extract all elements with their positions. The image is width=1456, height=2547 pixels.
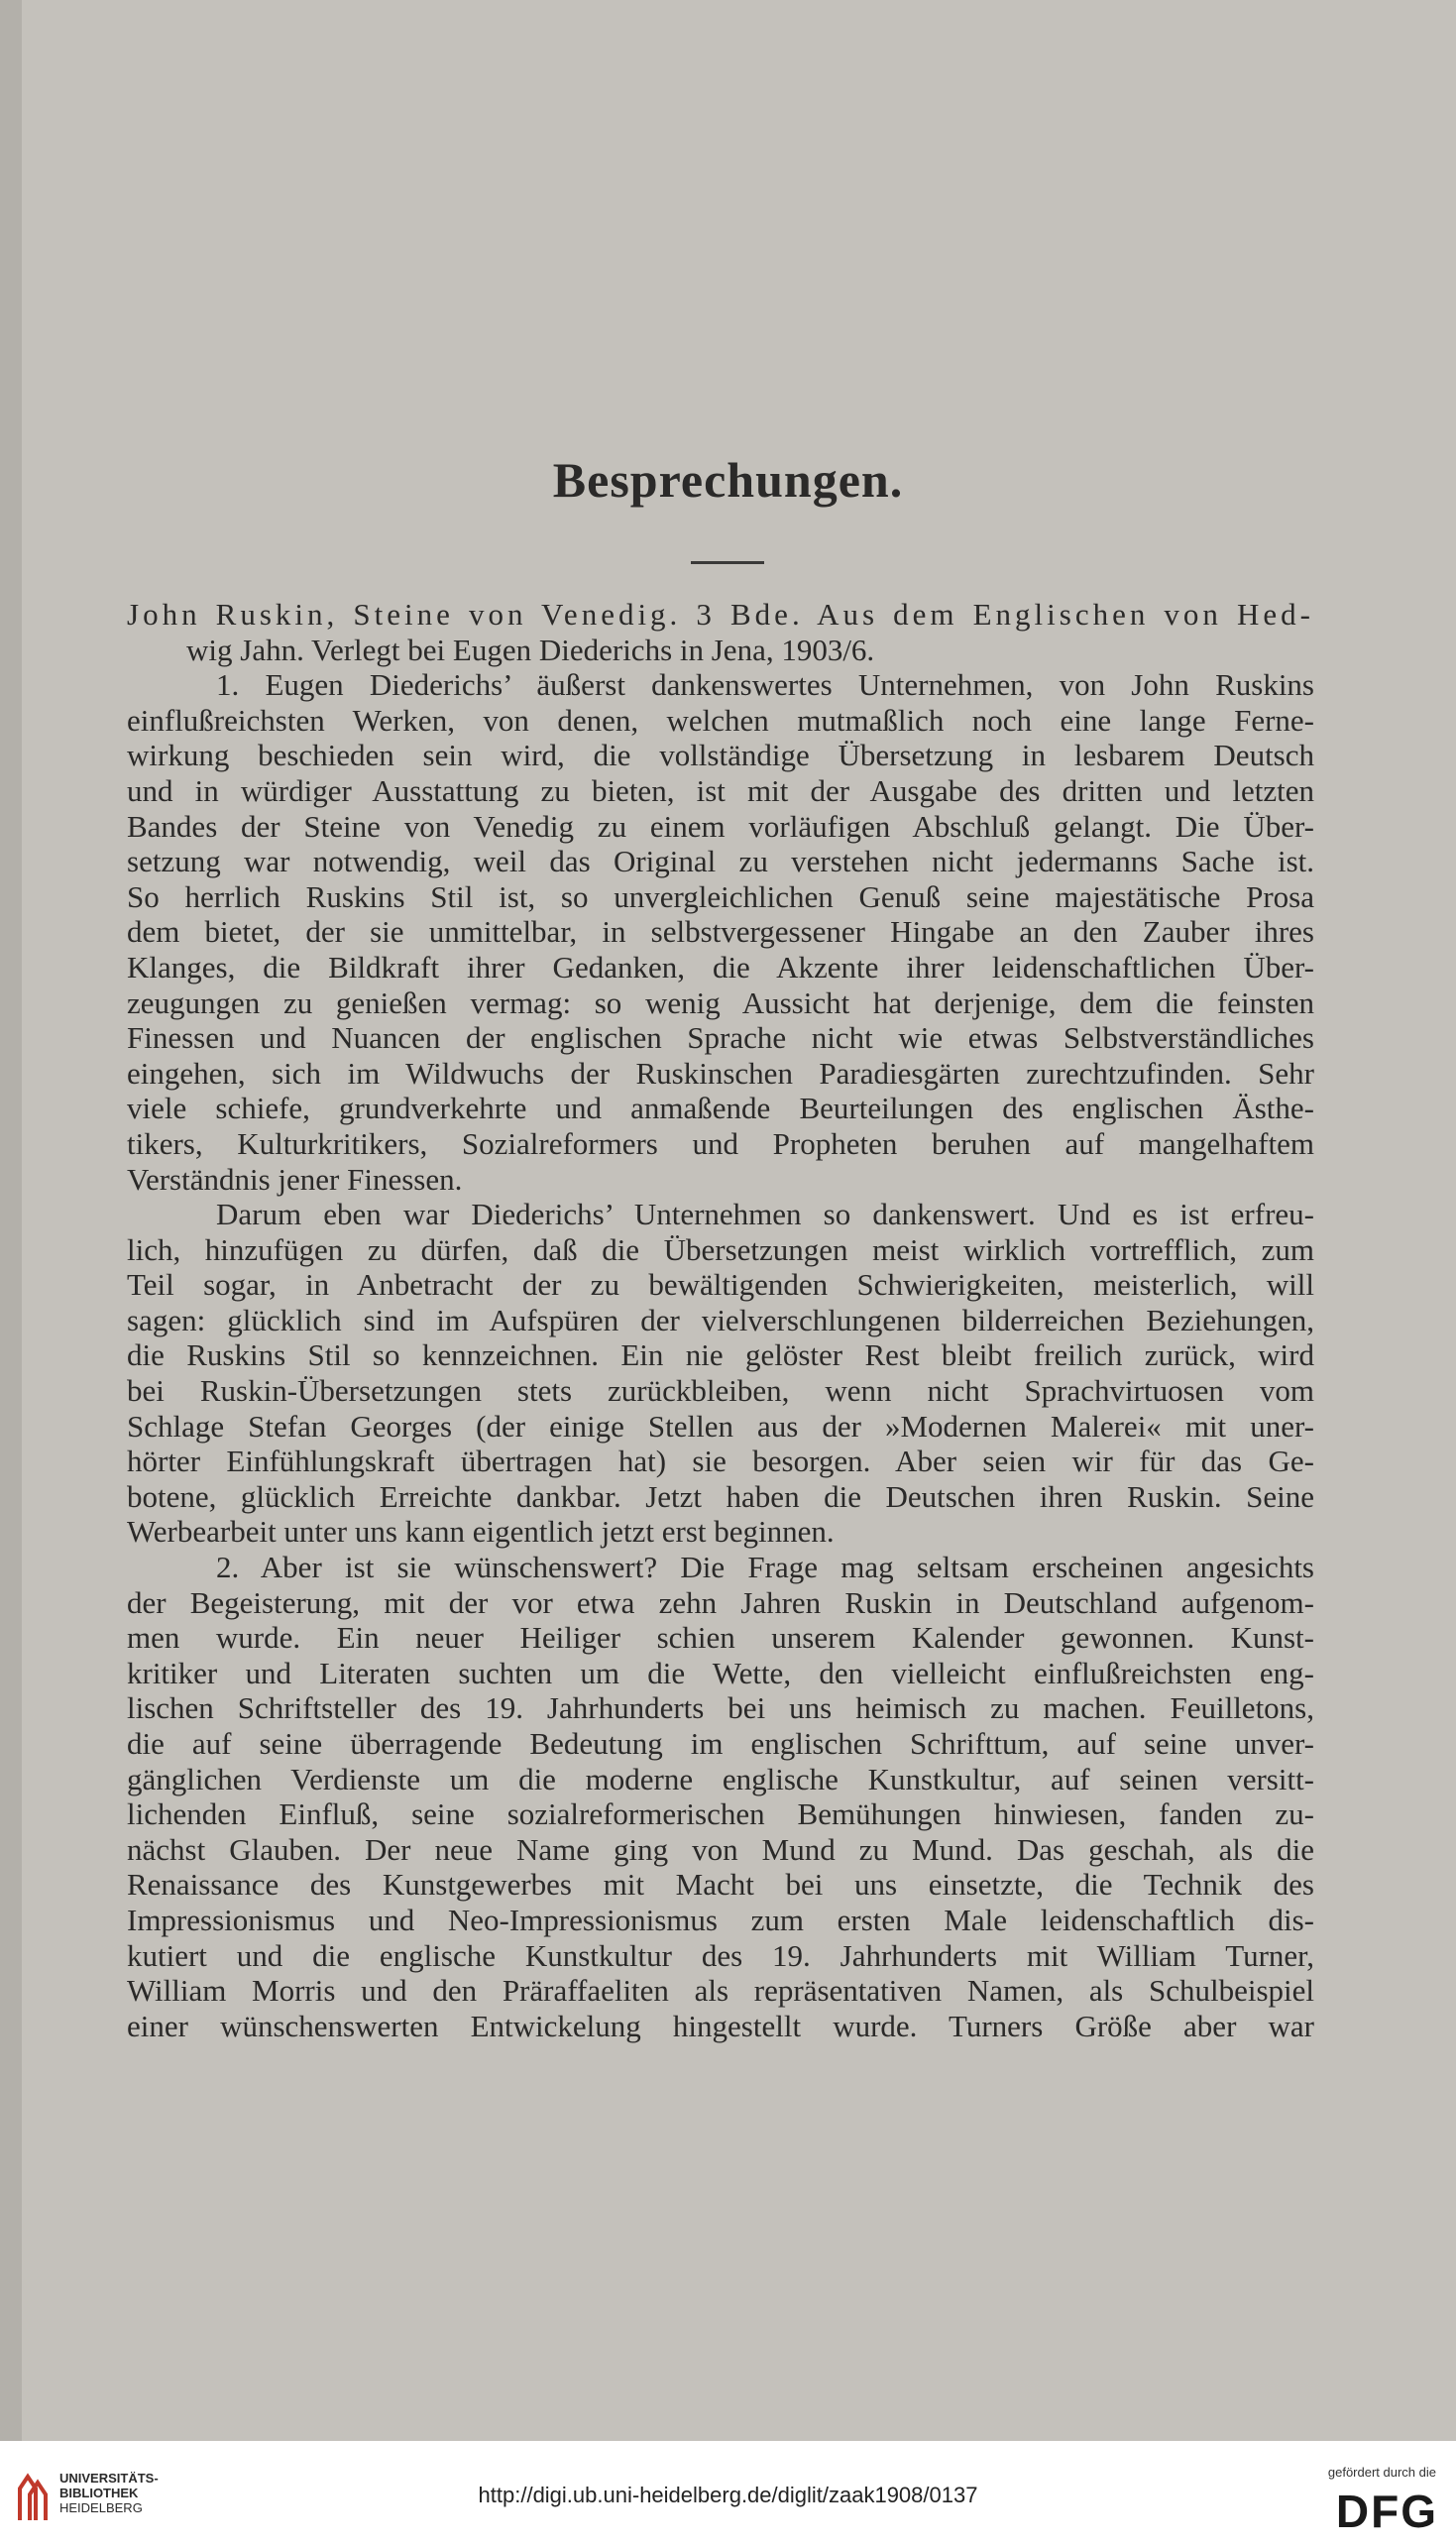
text-line: einflußreichsten Werken, von denen, welchen mutmaßlich noch eine lange Ferne-	[127, 702, 1314, 738]
text-line: die auf seine überragende Bedeutung im englischen Schrifttum, auf seine unver-	[127, 1726, 1314, 1761]
text-line: botene, glücklich Erreichte dankbar. Jetzt haben die Deutschen ihren Ruskin. Seine	[127, 1478, 1314, 1514]
article-text	[127, 597, 1314, 2043]
text-line: lich, hinzufügen zu dürfen, daß die Übersetzungen meist wirklich vortrefflich, zum	[127, 1231, 1314, 1267]
text-line: viele schiefe, grundverkehrte und anmaßende Beurteilungen des englischen Ästhe-	[127, 1091, 1314, 1126]
text-line: Impressionismus und Neo-Impressionismus zum ersten Male leidenschaftlich dis-	[127, 1902, 1314, 1937]
text-line: Schlage Stefan Georges (der einige Stellen aus der »Modernen Malerei« mit uner-	[127, 1408, 1314, 1444]
text-line: und in würdiger Ausstattung zu bieten, ist mit der Ausgabe des dritten und letzten	[127, 772, 1314, 808]
text-line: So herrlich Ruskins Stil ist, so unvergleichlichen Genuß seine majestätische Prosa	[127, 878, 1314, 914]
library-name-line: UNIVERSITÄTS-	[59, 2471, 159, 2486]
page-title: Besprechungen.	[552, 452, 904, 508]
footer-bar	[0, 2441, 1456, 2547]
text-line: die Ruskins Stil so kennzeichnen. Ein nie gelöster Rest bleibt freilich zurück, wird	[127, 1337, 1314, 1373]
heading-line: John Ruskin, Steine von Venedig. 3 Bde. Aus dem Englischen von Hed-	[127, 597, 1314, 632]
text-line: lischen Schriftsteller des 19. Jahrhunderts bei uns heimisch zu machen. Feuilletons,	[127, 1690, 1314, 1726]
text-line: Klanges, die Bildkraft ihrer Gedanken, die Akzente ihrer leidenschaftlichen Über-	[127, 949, 1314, 984]
text-line: Renaissance des Kunstgewerbes mit Macht bei uns einsetzte, die Technik des	[127, 1867, 1314, 1903]
text-line: lichenden Einfluß, seine sozialreformerischen Bemühungen hinwiesen, fanden zu-	[127, 1796, 1314, 1832]
text-line: Darum eben war Diederichs’ Unternehmen so dankenswert. Und es ist erfreu-	[216, 1197, 1314, 1232]
permalink-url[interactable]: http://digi.ub.uni-heidelberg.de/diglit/zaak1908/0137	[478, 2483, 978, 2507]
text-line: gänglichen Verdienste um die moderne englische Kunstkultur, auf seinen versitt-	[127, 1761, 1314, 1796]
sponsor-label: gefördert durch die	[1327, 2465, 1436, 2480]
title-divider	[691, 561, 764, 564]
text-line: 1. Eugen Diederichs’ äußerst dankenswertes Unternehmen, von John Ruskins	[216, 667, 1314, 703]
text-line: wirkung beschieden sein wird, die vollständige Übersetzung in lesbarem Deutsch	[127, 738, 1314, 773]
text-line: nächst Glauben. Der neue Name ging von Mund zu Mund. Das geschah, als die	[127, 1831, 1314, 1867]
text-line: tikers, Kulturkritikers, Sozialreformers und Propheten beruhen auf mangelhaftem	[127, 1125, 1314, 1161]
text-line: Teil sogar, in Anbetracht der zu bewältigenden Schwierigkeiten, meisterlich, will	[127, 1267, 1314, 1303]
text-line: dem bietet, der sie unmittelbar, in selbstvergessener Hingabe an den Zauber ihres	[127, 914, 1314, 950]
library-name-line: HEIDELBERG	[59, 2500, 143, 2515]
text-line: men wurde. Ein neuer Heiliger schien unserem Kalender gewonnen. Kunst-	[127, 1620, 1314, 1656]
text-line: bei Ruskin-Übersetzungen stets zurückbleiben, wenn nicht Sprachvirtuosen vom	[127, 1373, 1314, 1409]
text-line: zeugungen zu genießen vermag: so wenig Aussicht hat derjenige, dem die feinsten	[127, 984, 1314, 1020]
text-line: kritiker und Literaten suchten um die Wette, den vielleicht einflußreichsten eng-	[127, 1655, 1314, 1690]
text-line: Finessen und Nuancen der englischen Sprache nicht wie etwas Selbstverständliches	[127, 1020, 1314, 1056]
text-line: einer wünschenswerten Entwickelung hingestellt wurde. Turners Größe aber war	[127, 2008, 1314, 2043]
text-line: hörter Einfühlungskraft übertragen hat) sie besorgen. Aber seien wir für das Ge-	[127, 1444, 1314, 1479]
page-edge-shadow	[0, 0, 22, 2441]
text-line: Werbearbeit unter uns kann eigentlich jetzt erst beginnen.	[127, 1514, 835, 1550]
text-line: eingehen, sich im Wildwuchs der Ruskinschen Paradiesgärten zurechtzufinden. Sehr	[127, 1055, 1314, 1091]
text-line: 2. Aber ist sie wünschenswert? Die Frage mag seltsam erscheinen angesichts	[216, 1550, 1314, 1585]
text-line: der Begeisterung, mit der vor etwa zehn Jahren Ruskin in Deutschland aufgenom-	[127, 1584, 1314, 1620]
text-line: kutiert und die englische Kunstkultur des 19. Jahrhunderts mit William Turner,	[127, 1937, 1314, 1973]
text-line: Bandes der Steine von Venedig zu einem vorläufigen Abschluß gelangt. Die Über-	[127, 808, 1314, 844]
text-line: Verständnis jener Finessen.	[127, 1161, 463, 1197]
heading-line: wig Jahn. Verlegt bei Eugen Diederichs in Jena, 1903/6.	[186, 632, 875, 667]
text-line: sagen: glücklich sind im Aufspüren der vielverschlungenen bilderreichen Beziehungen,	[127, 1302, 1314, 1337]
dfg-logo[interactable]: DFG	[1335, 2486, 1438, 2537]
text-line: setzung war notwendig, weil das Original zu verstehen nicht jedermanns Sache ist.	[127, 844, 1314, 879]
text-line: William Morris und den Präraffaeliten als repräsentativen Namen, als Schulbeispiel	[127, 1973, 1314, 2009]
library-name-line: BIBLIOTHEK	[59, 2486, 139, 2500]
